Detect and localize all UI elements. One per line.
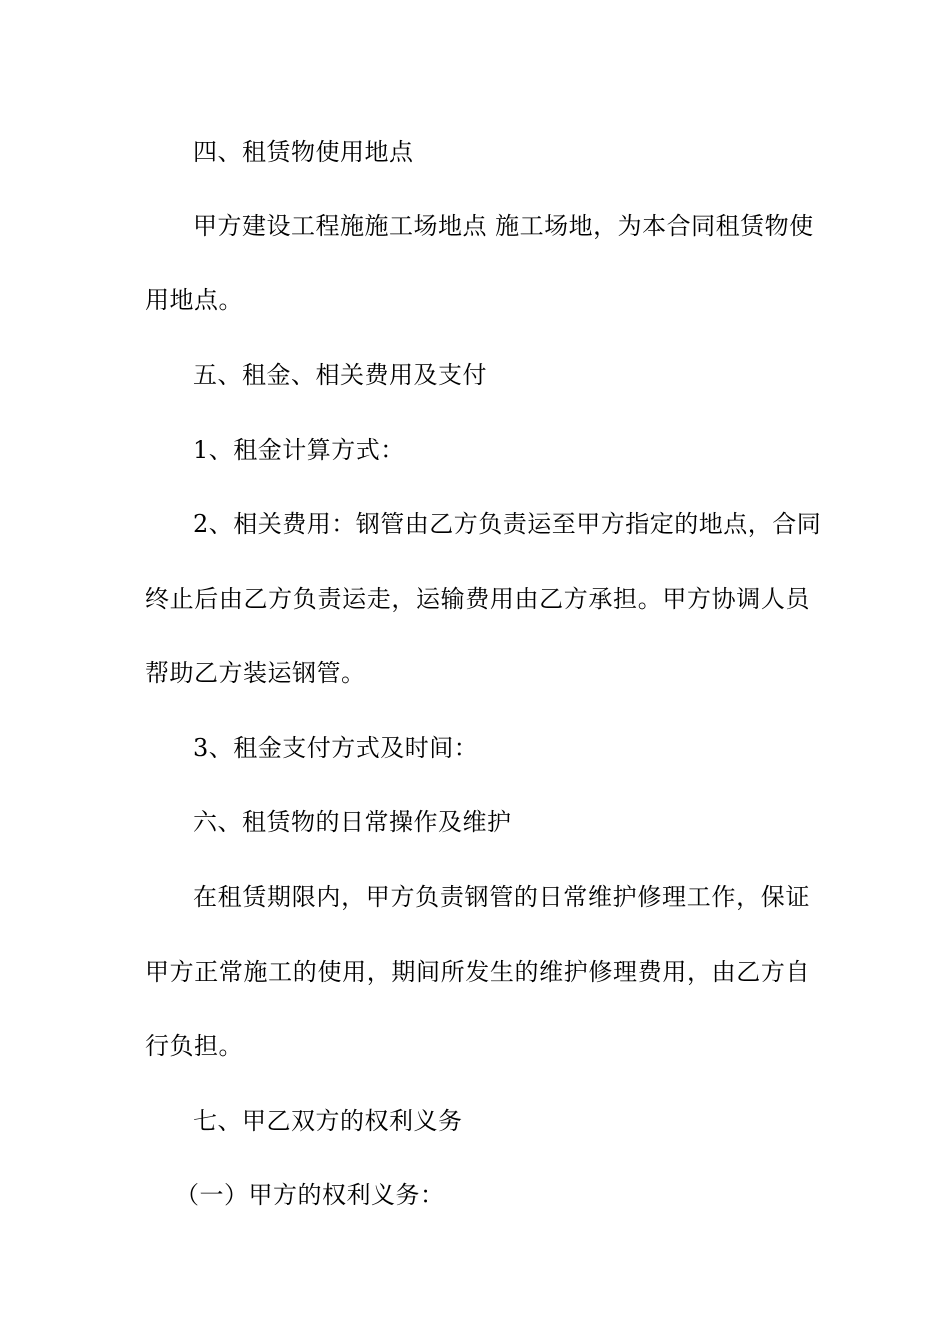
paragraph-line: 帮助乙方装运钢管。: [145, 659, 366, 687]
paragraph-line: 用地点。: [145, 286, 243, 314]
paragraph-line: 在租赁期限内，甲方负责钢管的日常维护修理工作，保证: [193, 883, 810, 911]
paragraph-line: 甲方正常施工的使用，期间所发生的维护修理费用，由乙方自: [145, 958, 810, 986]
section-heading-7: 七、甲乙双方的权利义务: [193, 1107, 463, 1135]
section-heading-4: 四、租赁物使用地点: [193, 138, 414, 166]
section-heading-5: 五、租金、相关费用及支付: [193, 361, 487, 389]
paragraph-line: 甲方建设工程施施工场地点 施工场地，为本合同租赁物使: [193, 212, 814, 240]
list-item-3: 3、租金支付方式及时间：: [193, 734, 479, 762]
paragraph-line: 行负担。: [145, 1032, 243, 1060]
list-item-1: 1、租金计算方式：: [193, 436, 405, 464]
list-item-2: 2、相关费用：钢管由乙方负责运至甲方指定的地点，合同: [193, 510, 822, 538]
subsection-heading: （一）甲方的权利义务：: [175, 1181, 445, 1209]
section-heading-6: 六、租赁物的日常操作及维护: [193, 808, 512, 836]
paragraph-line: 终止后由乙方负责运走，运输费用由乙方承担。甲方协调人员: [145, 585, 810, 613]
